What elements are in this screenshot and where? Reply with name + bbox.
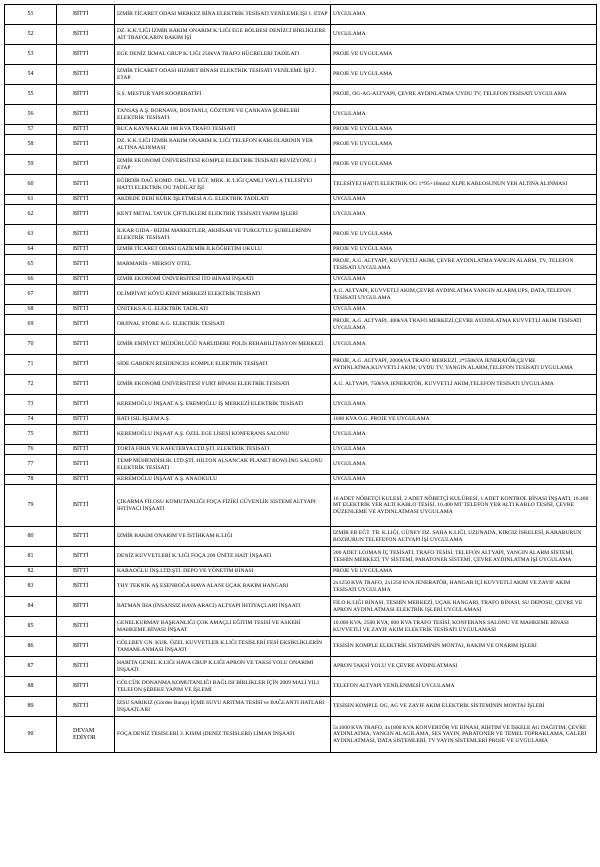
table-row (5, 657, 597, 677)
work-scope-cell: UYGULAMA (331, 195, 597, 205)
row-number-cell: 63 (5, 225, 57, 245)
work-scope-cell: UYGULAMA (331, 395, 597, 415)
project-name-cell: HARİTA GENEL K.LIĞI HAVA GRUP K.LIĞI APRON VE TAKSİ YOLU ONARIMI İNŞAATI (115, 657, 331, 677)
work-scope-cell: 10.000 KVA, 2500 KVA, 800 KVA TRAFO TESİSİ, KONFERANS SALONU VE MAHKEME BİNASI KUVVETLİ VE ZAYIF AKIM ELEKTRİK TESİSATI UYGULAMASI (331, 617, 597, 637)
table-row (5, 425, 597, 445)
table-row (5, 275, 597, 285)
status-cell: BİTTİ (57, 245, 115, 255)
row-number-cell: 53 (5, 45, 57, 65)
reference-table-page (4, 4, 596, 753)
work-scope-cell: UYGULAMA (331, 425, 597, 445)
work-scope-cell: UYGULAMA (331, 305, 597, 315)
row-number-cell: 70 (5, 335, 57, 355)
work-scope-cell: PROJE VE UYGULAMA (331, 135, 597, 155)
work-scope-cell: UYGULAMA (331, 445, 597, 455)
status-cell: BİTTİ (57, 677, 115, 697)
project-name-cell: ORJINAL STORE A.G. ELEKTRİK TESİSATI (115, 315, 331, 335)
project-name-cell: BATI ISIL İŞLEM A.Ş. (115, 415, 331, 425)
project-name-cell: KARAOĞLU İNŞ.LTD.ŞTİ. DEPO VE YÖNETİM BİNASI (115, 567, 331, 577)
status-cell: BİTTİ (57, 697, 115, 717)
table-row (5, 285, 597, 305)
project-name-cell: DENİZ KUVVETLERİ K.'LIĞI FOÇA 200 ÜNİTE HAİT İNŞAATI (115, 547, 331, 567)
status-cell: BİTTİ (57, 45, 115, 65)
project-name-cell: İZSU SARIKIZ (Gördes Barajı) İÇME SUYU ARITMA TESİSİ ve BAĞLANTI HATLARI İNŞAATLARI (115, 697, 331, 717)
status-cell: BİTTİ (57, 657, 115, 677)
row-number-cell: 88 (5, 677, 57, 697)
row-number-cell: 62 (5, 205, 57, 225)
work-scope-cell: UYGULAMA (331, 335, 597, 355)
row-number-cell: 61 (5, 195, 57, 205)
status-cell: BİTTİ (57, 275, 115, 285)
project-name-cell: EĞİRDİR DAĞ KOMD. OKL. VE EĞT. MRK. K.'LIĞI ÇAMLI YAYLA TELESİYEJ HATTI ELEKTRİK OG TADİLAT İŞİ (115, 175, 331, 195)
status-cell: BİTTİ (57, 455, 115, 475)
project-name-cell: GÖLLBEY GN. KUR. ÖZEL KUVVETLER K.LIĞI TESİSLERİ FESİ EKSİKLİKLERİN TAMAMLANMASI İNŞAATI (115, 637, 331, 657)
table-row (5, 65, 597, 85)
project-name-cell: İZMİR EKONOMİ ÜNİVERSİTESİ İTO BİNASI İNŞAATI (115, 275, 331, 285)
row-number-cell: 55 (5, 85, 57, 105)
project-name-cell: İZMİR BAKIM ONARIM VE İSTİHKAM K.LIĞI (115, 527, 331, 547)
table-row (5, 375, 597, 395)
row-number-cell: 51 (5, 5, 57, 25)
work-scope-cell: İZMİR ER EĞT. TB. K.LIĞI, GÜNEY DZ. SAHA K.LIĞI, UZUNADA, KIRGIZ İSKELESİ, KARABURUN BOZBURUN TELEFEFON ALTYAPI İŞİ UYGULAMA (331, 527, 597, 547)
project-name-cell: AKDEDE DERİ KÜRK İŞLETMESİ A.G. ELEKTRİK TADİLATI (115, 195, 331, 205)
work-scope-cell: FİLO K.LIĞI BİNASI, TESHİN MERKEZİ, UÇAK HANGARI, TRAFO BİNASI, SU DEPOSU, ÇEVRE VE APRON AYDINLATMASI ELEKTRİK İŞLERİ UYGULAMASI (331, 597, 597, 617)
status-cell: BİTTİ (57, 255, 115, 275)
status-cell: BİTTİ (57, 637, 115, 657)
table-row (5, 395, 597, 415)
status-cell: BİTTİ (57, 425, 115, 445)
row-number-cell: 83 (5, 577, 57, 597)
row-number-cell: 90 (5, 717, 57, 753)
row-number-cell: 65 (5, 255, 57, 275)
project-name-cell: İZMİR EKONOMİ ÜNİVERSİTESİ YURT BİNASI ELEKTRİK TESİSATI (115, 375, 331, 395)
table-row (5, 677, 597, 697)
row-number-cell: 82 (5, 567, 57, 577)
work-scope-cell: 1600 KVA O.G. PROJE VE UYGULAMA (331, 415, 597, 425)
project-name-cell: KEREMOĞLU İNŞAAT A.Ş. ÖZEL EGE LİSESİ KONFERANS SALONU (115, 425, 331, 445)
work-scope-cell: PROJE VE UYGULAMA (331, 155, 597, 175)
row-number-cell: 84 (5, 597, 57, 617)
row-number-cell: 79 (5, 485, 57, 527)
work-scope-cell: A.G. ALTYAPI, KUVVETLİ AKIM,ÇEVRE AYDINLATMA YANGIN ALARM,UPS, DATA,TELEFON TESİSATI UYGULAMA (331, 285, 597, 305)
status-cell: DEVAM EDİYOR (57, 717, 115, 753)
status-cell: BİTTİ (57, 617, 115, 637)
project-name-cell: EGE DENİZ İKMAL GRUP K.'LIĞI 250kVA TRAFO HÜCRELERİ TADİLATI (115, 45, 331, 65)
project-name-cell: OLİMPİYAT KÖYÜ KENT MERKEZİ ELEKTRİK TESİSATI (115, 285, 331, 305)
project-name-cell: BUCA KAYNAKLAR 100 KVA TRAFO TESİSATI (115, 125, 331, 135)
project-name-cell: KEREMOĞLU İNŞAAT A.Ş. EREMOĞLU İŞ MERKEZİ ELEKTRİK TESİSATI (115, 395, 331, 415)
table-row (5, 125, 597, 135)
status-cell: BİTTİ (57, 195, 115, 205)
row-number-cell: 60 (5, 175, 57, 195)
status-cell: BİTTİ (57, 485, 115, 527)
table-row (5, 5, 597, 25)
work-scope-cell: PROJE, A.G. ALTYAPI, KUVVETLİ AKIM, ÇEVRE AYDINLATMA YANGIN ALARM, TV, TELEFON TESİSATI UYGULAMA (331, 255, 597, 275)
project-table-body (5, 5, 597, 753)
project-name-cell: DZ. K.K.'LIĞI İZMİR BAKIM ONARIM K.'LIĞI EGE BÖLBESİ DENİZCİ BİRLİKLERE AİT TRAFOLARIN BAKIM İŞİ (115, 25, 331, 45)
status-cell: BİTTİ (57, 85, 115, 105)
table-row (5, 485, 597, 527)
row-number-cell: 68 (5, 305, 57, 315)
work-scope-cell: UYGULAMA (331, 455, 597, 475)
project-name-cell: DZ. K.K.'LIĞI İZMİR BAKIM ONARIM K.'LIĞI TELEFON KABLOLARININ YER ALTINA ALINMASI (115, 135, 331, 155)
table-row (5, 335, 597, 355)
table-row (5, 547, 597, 567)
project-name-cell: İZMİR EKONOMİ ÜNİVERSİTESİ KOMPLE ELEKTRİK TESİSATI REVİZYONU 3 ETAP (115, 155, 331, 175)
row-number-cell: 81 (5, 547, 57, 567)
status-cell: BİTTİ (57, 567, 115, 577)
work-scope-cell: TESİSİN KOMPLE ELEKTRİK SİSTEMİNİN MONTAJ, BAKIM VE ONARIM İŞLERİ (331, 637, 597, 657)
status-cell: BİTTİ (57, 205, 115, 225)
status-cell: BİTTİ (57, 547, 115, 567)
work-scope-cell: PROJE VE UYGULAMA (331, 65, 597, 85)
table-row (5, 527, 597, 547)
work-scope-cell: TELESİYEJ HATTI ELEKTRİK OG 1*95+16mm2 XLPE KABLOSUNUN YER ALTINA ALINMASI (331, 175, 597, 195)
row-number-cell: 75 (5, 425, 57, 445)
row-number-cell: 89 (5, 697, 57, 717)
row-number-cell: 54 (5, 65, 57, 85)
table-row (5, 445, 597, 455)
row-number-cell: 85 (5, 617, 57, 637)
table-row (5, 355, 597, 375)
project-name-cell: GÖLCÜK DONANMA KOMUTANLIĞI BAĞLISI BİRLİKLER İÇİN 2009 MALİ YILI TELEFON ŞEBEKE YAPIM VE İŞLEMİ (115, 677, 331, 697)
work-scope-cell: TELEFON ALTYAPI YENİLENMESİ UYGULAMA (331, 677, 597, 697)
status-cell: BİTTİ (57, 225, 115, 245)
status-cell: BİTTİ (57, 25, 115, 45)
row-number-cell: 69 (5, 315, 57, 335)
table-row (5, 717, 597, 753)
project-name-cell: TANSAŞ A.Ş. BORNAVA, BOSTANLI, GÖZTEPE VE ÇANKAYA ŞUBELERİ ELEKTRİK TESİSATI (115, 105, 331, 125)
row-number-cell: 57 (5, 125, 57, 135)
project-name-cell: ÇIKARMA FİLOSU KOMUTANLIĞI FOÇA FİZİKİ GÜVENLİK SİSTEMİ ALTYAPI İHTİYACI İNŞAATI (115, 485, 331, 527)
work-scope-cell: UYGULAMA (331, 475, 597, 485)
table-row (5, 85, 597, 105)
status-cell: BİTTİ (57, 105, 115, 125)
work-scope-cell: PROJE, OG-AG-ALTYAPI, ÇEVRE AYDINLATMA 'UYDU TV, TELEFON TESİSATI UYGULAMA (331, 85, 597, 105)
table-row (5, 25, 597, 45)
work-scope-cell: 200 ADET LOJMAN İÇ TESİSATI, TRAFO TESİSİ, TELEFON ALTYAPI, YANGIN ALARM SİSTEMİ, TESHİN MERKEZİ, TV SİSTEMİ, PARATONER SİSTEMİ, ÇEVRE AYDINLATMA İŞİ UYGULAMA (331, 547, 597, 567)
project-name-cell: SİDE GARDEN RESİDENCES KOMPLE ELEKTRİK TESİSATI (115, 355, 331, 375)
status-cell: BİTTİ (57, 375, 115, 395)
row-number-cell: 80 (5, 527, 57, 547)
table-row (5, 155, 597, 175)
status-cell: BİTTİ (57, 285, 115, 305)
project-name-cell: İZMİR EMNİYET MÜDÜRLÜĞÜ NARLIDERE POLİS REHABİLİTASYON MERKEZİ (115, 335, 331, 355)
row-number-cell: 72 (5, 375, 57, 395)
table-row (5, 315, 597, 335)
table-row (5, 205, 597, 225)
table-row (5, 135, 597, 155)
status-cell: BİTTİ (57, 445, 115, 455)
project-name-cell: FOÇA DENİZ TESİSLERİ 3. KISIM (DENİZ TESİSLERİ) LİMAN İNŞAATI (115, 717, 331, 753)
work-scope-cell: UYGULAMA (331, 205, 597, 225)
status-cell: BİTTİ (57, 65, 115, 85)
project-name-cell: MARMARİS - MERSOY OTEL (115, 255, 331, 275)
table-row (5, 255, 597, 275)
project-name-cell: KEREMOĞLU İNŞAAT A.Ş. ANAOKULU (115, 475, 331, 485)
work-scope-cell: UYGULAMA (331, 25, 597, 45)
row-number-cell: 77 (5, 455, 57, 475)
status-cell: BİTTİ (57, 475, 115, 485)
work-scope-cell: UYGULAMA (331, 105, 597, 125)
table-row (5, 637, 597, 657)
row-number-cell: 64 (5, 245, 57, 255)
work-scope-cell: 5x1600 KVA TRAFO, 4x1800 KVA KONVERTÖR VE BİNASI, RIHTIM VE İSKELE AG DAĞITIM, ÇEVRE AYDINLATMA, YANGIN ALAGILAMA, SES YAYIN, PARATONER VE TEMEL TOPRAKLAMA, GALERİ AYDINLATMASI, DATA SİSTEMLERİ, TV YAYIN SİSTEMLERİ PROJE VE UYGULAMA (331, 717, 597, 753)
row-number-cell: 86 (5, 637, 57, 657)
work-scope-cell: UYGULAMA (331, 5, 597, 25)
project-name-cell: TEMP MÜHENDİSLİK LTD.ŞTİ. HİLTON ALSANCAK PLANET BOWLİNG SALONU ELEKTRİK TESİSATI (115, 455, 331, 475)
work-scope-cell: PROJE, A.G. ALTYAPI, 400kVA TRAFO MERKEZİ,ÇEVRE AYDINLATMA KUVVETLİ AKIM TESİSATI UYGULAMA (331, 315, 597, 335)
table-row (5, 45, 597, 65)
status-cell: BİTTİ (57, 175, 115, 195)
work-scope-cell: 16 ADET NÖBETÇİ KULESİ, 2 ADET NÖBETÇİ KULÜBESİ, 1 ADET KONTROL BİNASI İNŞAATI, 16.400 MT ELEKTRİK YER ALTI KABLO TESİSİ, 16.400 MT TELEFON YER ALTI KABLO TESİSİ, ÇEVRE DÜZENLEME VE AYDINLATMASI UYGULAMA (331, 485, 597, 527)
row-number-cell: 78 (5, 475, 57, 485)
table-row (5, 305, 597, 315)
table-row (5, 245, 597, 255)
status-cell: BİTTİ (57, 395, 115, 415)
status-cell: BİTTİ (57, 335, 115, 355)
table-row (5, 195, 597, 205)
row-number-cell: 74 (5, 415, 57, 425)
table-row (5, 475, 597, 485)
table-row (5, 597, 597, 617)
row-number-cell: 56 (5, 105, 57, 125)
work-scope-cell: A.G. ALTYAPI, 750kVA JENERATÖR, KUVVETLİ AKIM,TELEFON TESİSATI UYGULAMA (331, 375, 597, 395)
table-row (5, 455, 597, 475)
status-cell: BİTTİ (57, 597, 115, 617)
row-number-cell: 71 (5, 355, 57, 375)
table-row (5, 617, 597, 637)
row-number-cell: 76 (5, 445, 57, 455)
project-name-cell: İLKAR GIDA - BİZİM MARKETLER, AKHİSAR VE TURGUTLU ŞUBELERİNİN ELEKTRİK TESİSATI (115, 225, 331, 245)
table-row (5, 567, 597, 577)
row-number-cell: 67 (5, 285, 57, 305)
table-row (5, 415, 597, 425)
work-scope-cell: 2x1250 KVA TRAFO, 2x1250 KVA JENERATÖR, HANGAR İÇİ KUVVETLİ AKIM VE ZAYIF AKIM TESİSATI UYGULAMA (331, 577, 597, 597)
project-name-cell: GENELKURMAY BAŞKANLIĞI ÇOK AMAÇLI EĞİTİM TESİSİ VE ASKERİ MAHKEME BİNASI İNŞAAT (115, 617, 331, 637)
row-number-cell: 52 (5, 25, 57, 45)
project-name-cell: S.S. MESTUR YAPI KOOPERATİFİ (115, 85, 331, 105)
status-cell: BİTTİ (57, 355, 115, 375)
work-scope-cell: PROJE VE UYGULAMA (331, 225, 597, 245)
table-row (5, 577, 597, 597)
table-row (5, 697, 597, 717)
status-cell: BİTTİ (57, 577, 115, 597)
project-name-cell: ÜNİTEKS A.G. ELEKTRİK TADİLATI (115, 305, 331, 315)
status-cell: BİTTİ (57, 5, 115, 25)
status-cell: BİTTİ (57, 125, 115, 135)
project-name-cell: KENT METAL TAVUK ÇİFTLİKLERİ ELEKTRİK TESİSATI YAPIM İŞLERİ (115, 205, 331, 225)
work-scope-cell: PROJE, A.G. ALTYAPI, 2000kVA TRAFO MERKEZİ, 2*550kVA JENERATÖR,ÇEVRE AYDINLATMA,KUVVETLİ AKIM, UYDU TV, YANGIN ALARM,TELEFON TESİSATI UYGULAMA (331, 355, 597, 375)
project-name-cell: İZMİR TİCARET ODASI MERKEZ BİNA ELEKTRİK TESİSATI YENİLEME İŞİ 1. ETAP (115, 5, 331, 25)
project-name-cell: TORTA FIRIN VE KAFETERYA LTD.ŞTİ. ELEKTRİK TESİSATI (115, 445, 331, 455)
status-cell: BİTTİ (57, 527, 115, 547)
table-row (5, 105, 597, 125)
project-name-cell: BATMAN İHA (İNSANSIZ HAVA ARACI) ALTYAPI İHTİYAÇLARI İNŞAATI (115, 597, 331, 617)
work-scope-cell: UYGULAMA (331, 275, 597, 285)
row-number-cell: 58 (5, 135, 57, 155)
work-scope-cell: PROJE VE UYGULAMA (331, 45, 597, 65)
work-scope-cell: TESİSİN KOMPLE OG, AG VE ZAYIF AKIM ELEKTRİK SİSTEMİNİN MONTAJ İŞLERİ (331, 697, 597, 717)
row-number-cell: 59 (5, 155, 57, 175)
table-row (5, 225, 597, 245)
project-reference-table (4, 4, 597, 753)
work-scope-cell: PROJE VE UYGULAMA (331, 125, 597, 135)
status-cell: BİTTİ (57, 155, 115, 175)
table-row (5, 175, 597, 195)
status-cell: BİTTİ (57, 305, 115, 315)
project-name-cell: İZMİR TİCARET ODASI GAZİEMİR İLKÖĞRETİM OKULU (115, 245, 331, 255)
work-scope-cell: PROJE VE UYGULAMA (331, 567, 597, 577)
work-scope-cell: PROJE VE UYGULAMA (331, 245, 597, 255)
work-scope-cell: APRON TAKSİ YOLU VE ÇEVRE AYDINLATMASI (331, 657, 597, 677)
status-cell: BİTTİ (57, 415, 115, 425)
project-name-cell: İZMİR TİCARET ODASI HİZMET BİNASI ELEKTRİK TESİSATI YENİLEME İŞİ 2. ETAP (115, 65, 331, 85)
status-cell: BİTTİ (57, 135, 115, 155)
row-number-cell: 87 (5, 657, 57, 677)
status-cell: BİTTİ (57, 315, 115, 335)
row-number-cell: 73 (5, 395, 57, 415)
row-number-cell: 66 (5, 275, 57, 285)
project-name-cell: THY TEKNİK AŞ ESENBOĞA HAVA ALANI UÇAK BAKIM HANGARI (115, 577, 331, 597)
